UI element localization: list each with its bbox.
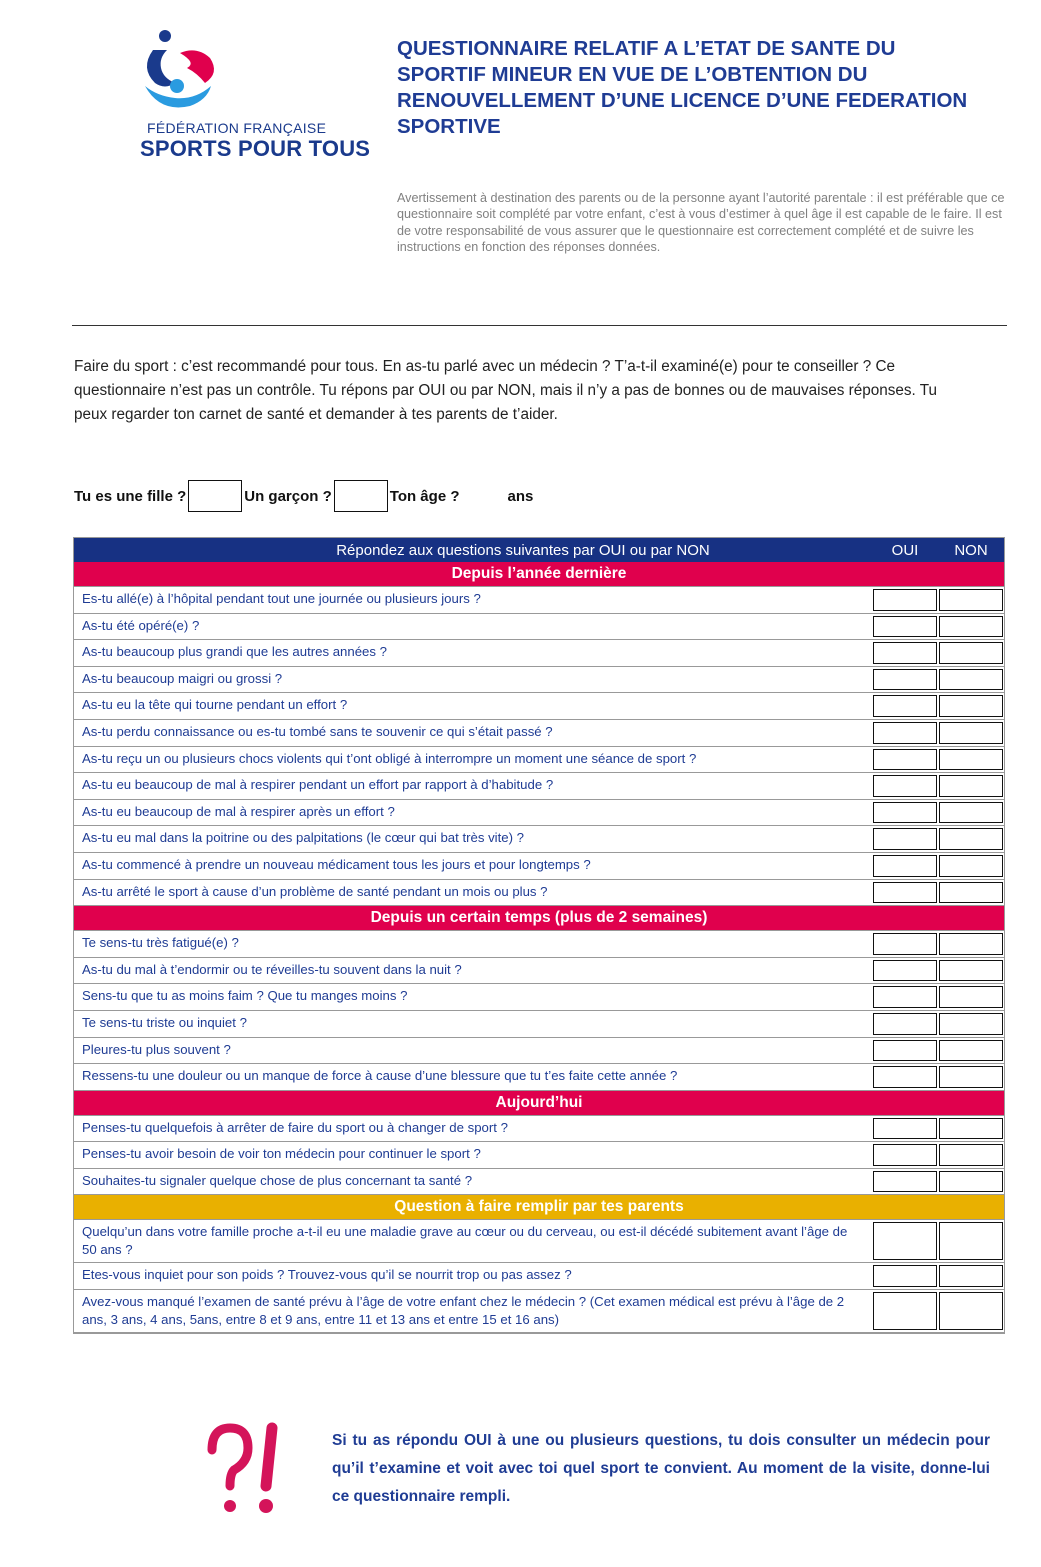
question-text: Te sens-tu triste ou inquiet ? bbox=[82, 1014, 247, 1030]
question-text: As-tu commencé à prendre un nouveau médicament tous les jours et pour longtemps ? bbox=[82, 856, 591, 872]
oui-checkbox[interactable] bbox=[873, 1171, 937, 1193]
non-checkbox[interactable] bbox=[939, 1292, 1003, 1330]
question-text: As-tu perdu connaissance ou es-tu tombé sans te souvenir ce qui s’était passé ? bbox=[82, 723, 553, 739]
question-text: Avez-vous manqué l’examen de santé prévu à l’âge de votre enfant chez le médecin ? (Cet examen médical est prévu à l’âge de 2 ans, 3 ans, 4 ans, 5ans, entre 8 et 9 ans, entre 11 et 13 ans et entre 15 et 16 ans) bbox=[82, 1294, 845, 1328]
question-row bbox=[74, 640, 1004, 667]
boy-label: Un garçon ? bbox=[244, 487, 332, 505]
oui-checkbox[interactable] bbox=[873, 642, 937, 664]
oui-checkbox[interactable] bbox=[873, 749, 937, 771]
non-checkbox[interactable] bbox=[939, 616, 1003, 638]
question-row bbox=[74, 1011, 1004, 1038]
non-checkbox[interactable] bbox=[939, 1118, 1003, 1140]
oui-checkbox[interactable] bbox=[873, 722, 937, 744]
question-row bbox=[74, 984, 1004, 1011]
boy-checkbox[interactable] bbox=[334, 480, 388, 512]
oui-checkbox[interactable] bbox=[873, 802, 937, 824]
question-text: Sens-tu que tu as moins faim ? Que tu manges moins ? bbox=[82, 988, 408, 1004]
non-checkbox[interactable] bbox=[939, 1171, 1003, 1193]
logo-line1: FÉDÉRATION FRANÇAISE bbox=[147, 120, 327, 136]
question-row bbox=[74, 614, 1004, 641]
logo-emblem-icon bbox=[135, 28, 225, 118]
question-text: As-tu eu mal dans la poitrine ou des palpitations (le cœur qui bat très vite) ? bbox=[82, 830, 525, 846]
non-checkbox[interactable] bbox=[939, 802, 1003, 824]
federation-logo bbox=[125, 28, 371, 168]
question-text: Te sens-tu très fatigué(e) ? bbox=[82, 935, 239, 951]
question-exclamation-icon bbox=[200, 1420, 300, 1520]
oui-checkbox[interactable] bbox=[873, 616, 937, 638]
oui-checkbox[interactable] bbox=[873, 695, 937, 717]
question-row bbox=[74, 1116, 1004, 1143]
footer-instruction: Si tu as répondu OUI à une ou plusieurs questions, tu dois consulter un médecin pour qu’il t’examine et voit avec toi quel sport te convient. Au moment de la visite, donne-lui ce questionnaire rempli. bbox=[332, 1432, 990, 1505]
question-row bbox=[74, 958, 1004, 985]
oui-checkbox[interactable] bbox=[873, 589, 937, 611]
question-row bbox=[74, 880, 1004, 907]
question-row bbox=[74, 1263, 1004, 1290]
question-row bbox=[74, 587, 1004, 614]
table-header bbox=[74, 538, 1004, 562]
non-checkbox[interactable] bbox=[939, 695, 1003, 717]
parent-warning: Avertissement à destination des parents ou de la personne ayant l’autorité parentale : il est préférable que ce questionnaire soit complété par votre enfant, c’est à vous d’estimer à quel âge il est capable de le faire. Il est de votre responsabilité de vous assurer que le questionnaire est correctement complété et de suivre les instructions en fonction des réponses données. bbox=[397, 191, 1005, 255]
divider bbox=[72, 325, 1007, 326]
question-text: As-tu reçu un ou plusieurs chocs violents qui t’ont obligé à interrompre un moment une séance de sport ? bbox=[82, 750, 697, 766]
oui-checkbox[interactable] bbox=[873, 960, 937, 982]
questionnaire-table bbox=[73, 537, 1005, 1334]
section-header: Depuis l’année dernière bbox=[74, 562, 1004, 587]
question-text: As-tu arrêté le sport à cause d’un problème de santé pendant un mois ou plus ? bbox=[82, 883, 548, 899]
question-row bbox=[74, 1038, 1004, 1065]
question-row bbox=[74, 1290, 1004, 1333]
logo-line2: SPORTS POUR TOUS bbox=[140, 136, 371, 161]
question-text: As-tu beaucoup plus grandi que les autres années ? bbox=[82, 644, 387, 660]
non-checkbox[interactable] bbox=[939, 722, 1003, 744]
section-header: Aujourd’hui bbox=[74, 1091, 1004, 1116]
question-text: As-tu eu beaucoup de mal à respirer pendant un effort par rapport à d’habitude ? bbox=[82, 777, 554, 793]
question-row bbox=[74, 773, 1004, 800]
question-text: Es-tu allé(e) à l’hôpital pendant tout une journée ou plusieurs jours ? bbox=[82, 591, 481, 606]
question-row bbox=[74, 693, 1004, 720]
oui-checkbox[interactable] bbox=[873, 986, 937, 1008]
question-row bbox=[74, 800, 1004, 827]
table-header-question: Répondez aux questions suivantes par OUI ou par NON bbox=[336, 541, 710, 559]
non-checkbox[interactable] bbox=[939, 669, 1003, 691]
oui-checkbox[interactable] bbox=[873, 1265, 937, 1287]
question-text: Pleures-tu plus souvent ? bbox=[82, 1041, 231, 1057]
question-row bbox=[74, 931, 1004, 958]
intro-paragraph: Faire du sport : c’est recommandé pour tous. En as-tu parlé avec un médecin ? T’a-t-il examiné(e) pour te conseiller ? Ce questionnaire n’est pas un contrôle. Tu répons par OUI ou par NON, mais il n’y a pas de bonnes ou de mauvaises réponses. Tu peux regarder ton carnet de santé et demander à tes parents de t’aider. bbox=[74, 358, 938, 423]
question-text: Souhaites-tu signaler quelque chose de plus concernant ta santé ? bbox=[82, 1172, 473, 1188]
oui-checkbox[interactable] bbox=[873, 933, 937, 955]
question-row bbox=[74, 720, 1004, 747]
age-unit: ans bbox=[507, 487, 534, 505]
oui-checkbox[interactable] bbox=[873, 1066, 937, 1088]
question-row bbox=[74, 1142, 1004, 1169]
oui-checkbox[interactable] bbox=[873, 669, 937, 691]
table-header-non: NON bbox=[954, 541, 988, 559]
question-text: As-tu eu beaucoup de mal à respirer après un effort ? bbox=[82, 803, 395, 819]
oui-checkbox[interactable] bbox=[873, 1013, 937, 1035]
question-text: As-tu été opéré(e) ? bbox=[82, 617, 200, 633]
document-title: QUESTIONNAIRE RELATIF A L’ETAT DE SANTE DU SPORTIF MINEUR EN VUE DE L’OBTENTION DU RENOUVELLEMENT D’UNE LICENCE D’UNE FEDERATION SPORTIVE bbox=[397, 37, 968, 138]
non-checkbox[interactable] bbox=[939, 933, 1003, 955]
oui-checkbox[interactable] bbox=[873, 1118, 937, 1140]
question-text: Penses-tu quelquefois à arrêter de faire du sport ou à changer de sport ? bbox=[82, 1119, 508, 1135]
non-checkbox[interactable] bbox=[939, 1265, 1003, 1287]
non-checkbox[interactable] bbox=[939, 828, 1003, 850]
oui-checkbox[interactable] bbox=[873, 775, 937, 797]
age-label: Ton âge ? bbox=[389, 487, 460, 505]
non-checkbox[interactable] bbox=[939, 960, 1003, 982]
question-text: As-tu du mal à t’endormir ou te réveilles-tu souvent dans la nuit ? bbox=[82, 961, 462, 977]
question-text: Quelqu’un dans votre famille proche a-t-il eu une maladie grave au cœur ou du cerveau, ou est-il décédé subitement avant l’âge de 50 ans ? bbox=[82, 1224, 848, 1258]
non-checkbox[interactable] bbox=[939, 1066, 1003, 1088]
question-row bbox=[74, 1169, 1004, 1196]
question-text: Penses-tu avoir besoin de voir ton médecin pour continuer le sport ? bbox=[82, 1146, 481, 1162]
question-row bbox=[74, 826, 1004, 853]
section-header: Question à faire remplir par tes parents bbox=[74, 1195, 1004, 1220]
non-checkbox[interactable] bbox=[939, 642, 1003, 664]
non-checkbox[interactable] bbox=[939, 1040, 1003, 1062]
section-header: Depuis un certain temps (plus de 2 semaines) bbox=[74, 906, 1004, 931]
non-checkbox[interactable] bbox=[939, 1144, 1003, 1166]
identity-line bbox=[74, 480, 533, 512]
non-checkbox[interactable] bbox=[939, 882, 1003, 904]
girl-label: Tu es une fille ? bbox=[74, 487, 187, 505]
non-checkbox[interactable] bbox=[939, 1013, 1003, 1035]
question-row bbox=[74, 853, 1004, 880]
non-checkbox[interactable] bbox=[939, 986, 1003, 1008]
table-header-oui: OUI bbox=[891, 541, 919, 559]
non-checkbox[interactable] bbox=[939, 749, 1003, 771]
oui-checkbox[interactable] bbox=[873, 1144, 937, 1166]
oui-checkbox[interactable] bbox=[873, 855, 937, 877]
question-text: As-tu eu la tête qui tourne pendant un effort ? bbox=[82, 697, 348, 713]
non-checkbox[interactable] bbox=[939, 855, 1003, 877]
oui-checkbox[interactable] bbox=[873, 882, 937, 904]
non-checkbox[interactable] bbox=[939, 775, 1003, 797]
girl-checkbox[interactable] bbox=[188, 480, 242, 512]
question-text: Ressens-tu une douleur ou un manque de force à cause d’une blessure que tu t’es faite cette année ? bbox=[82, 1068, 678, 1084]
oui-checkbox[interactable] bbox=[873, 1040, 937, 1062]
oui-checkbox[interactable] bbox=[873, 1292, 937, 1330]
question-row bbox=[74, 1064, 1004, 1091]
oui-checkbox[interactable] bbox=[873, 1222, 937, 1260]
question-row bbox=[74, 1220, 1004, 1263]
question-text: Etes-vous inquiet pour son poids ? Trouvez-vous qu’il se nourrit trop ou pas assez ? bbox=[82, 1267, 572, 1283]
question-text: As-tu beaucoup maigri ou grossi ? bbox=[82, 670, 283, 686]
non-checkbox[interactable] bbox=[939, 1222, 1003, 1260]
question-row bbox=[74, 747, 1004, 774]
non-checkbox[interactable] bbox=[939, 589, 1003, 611]
oui-checkbox[interactable] bbox=[873, 828, 937, 850]
question-row bbox=[74, 667, 1004, 694]
